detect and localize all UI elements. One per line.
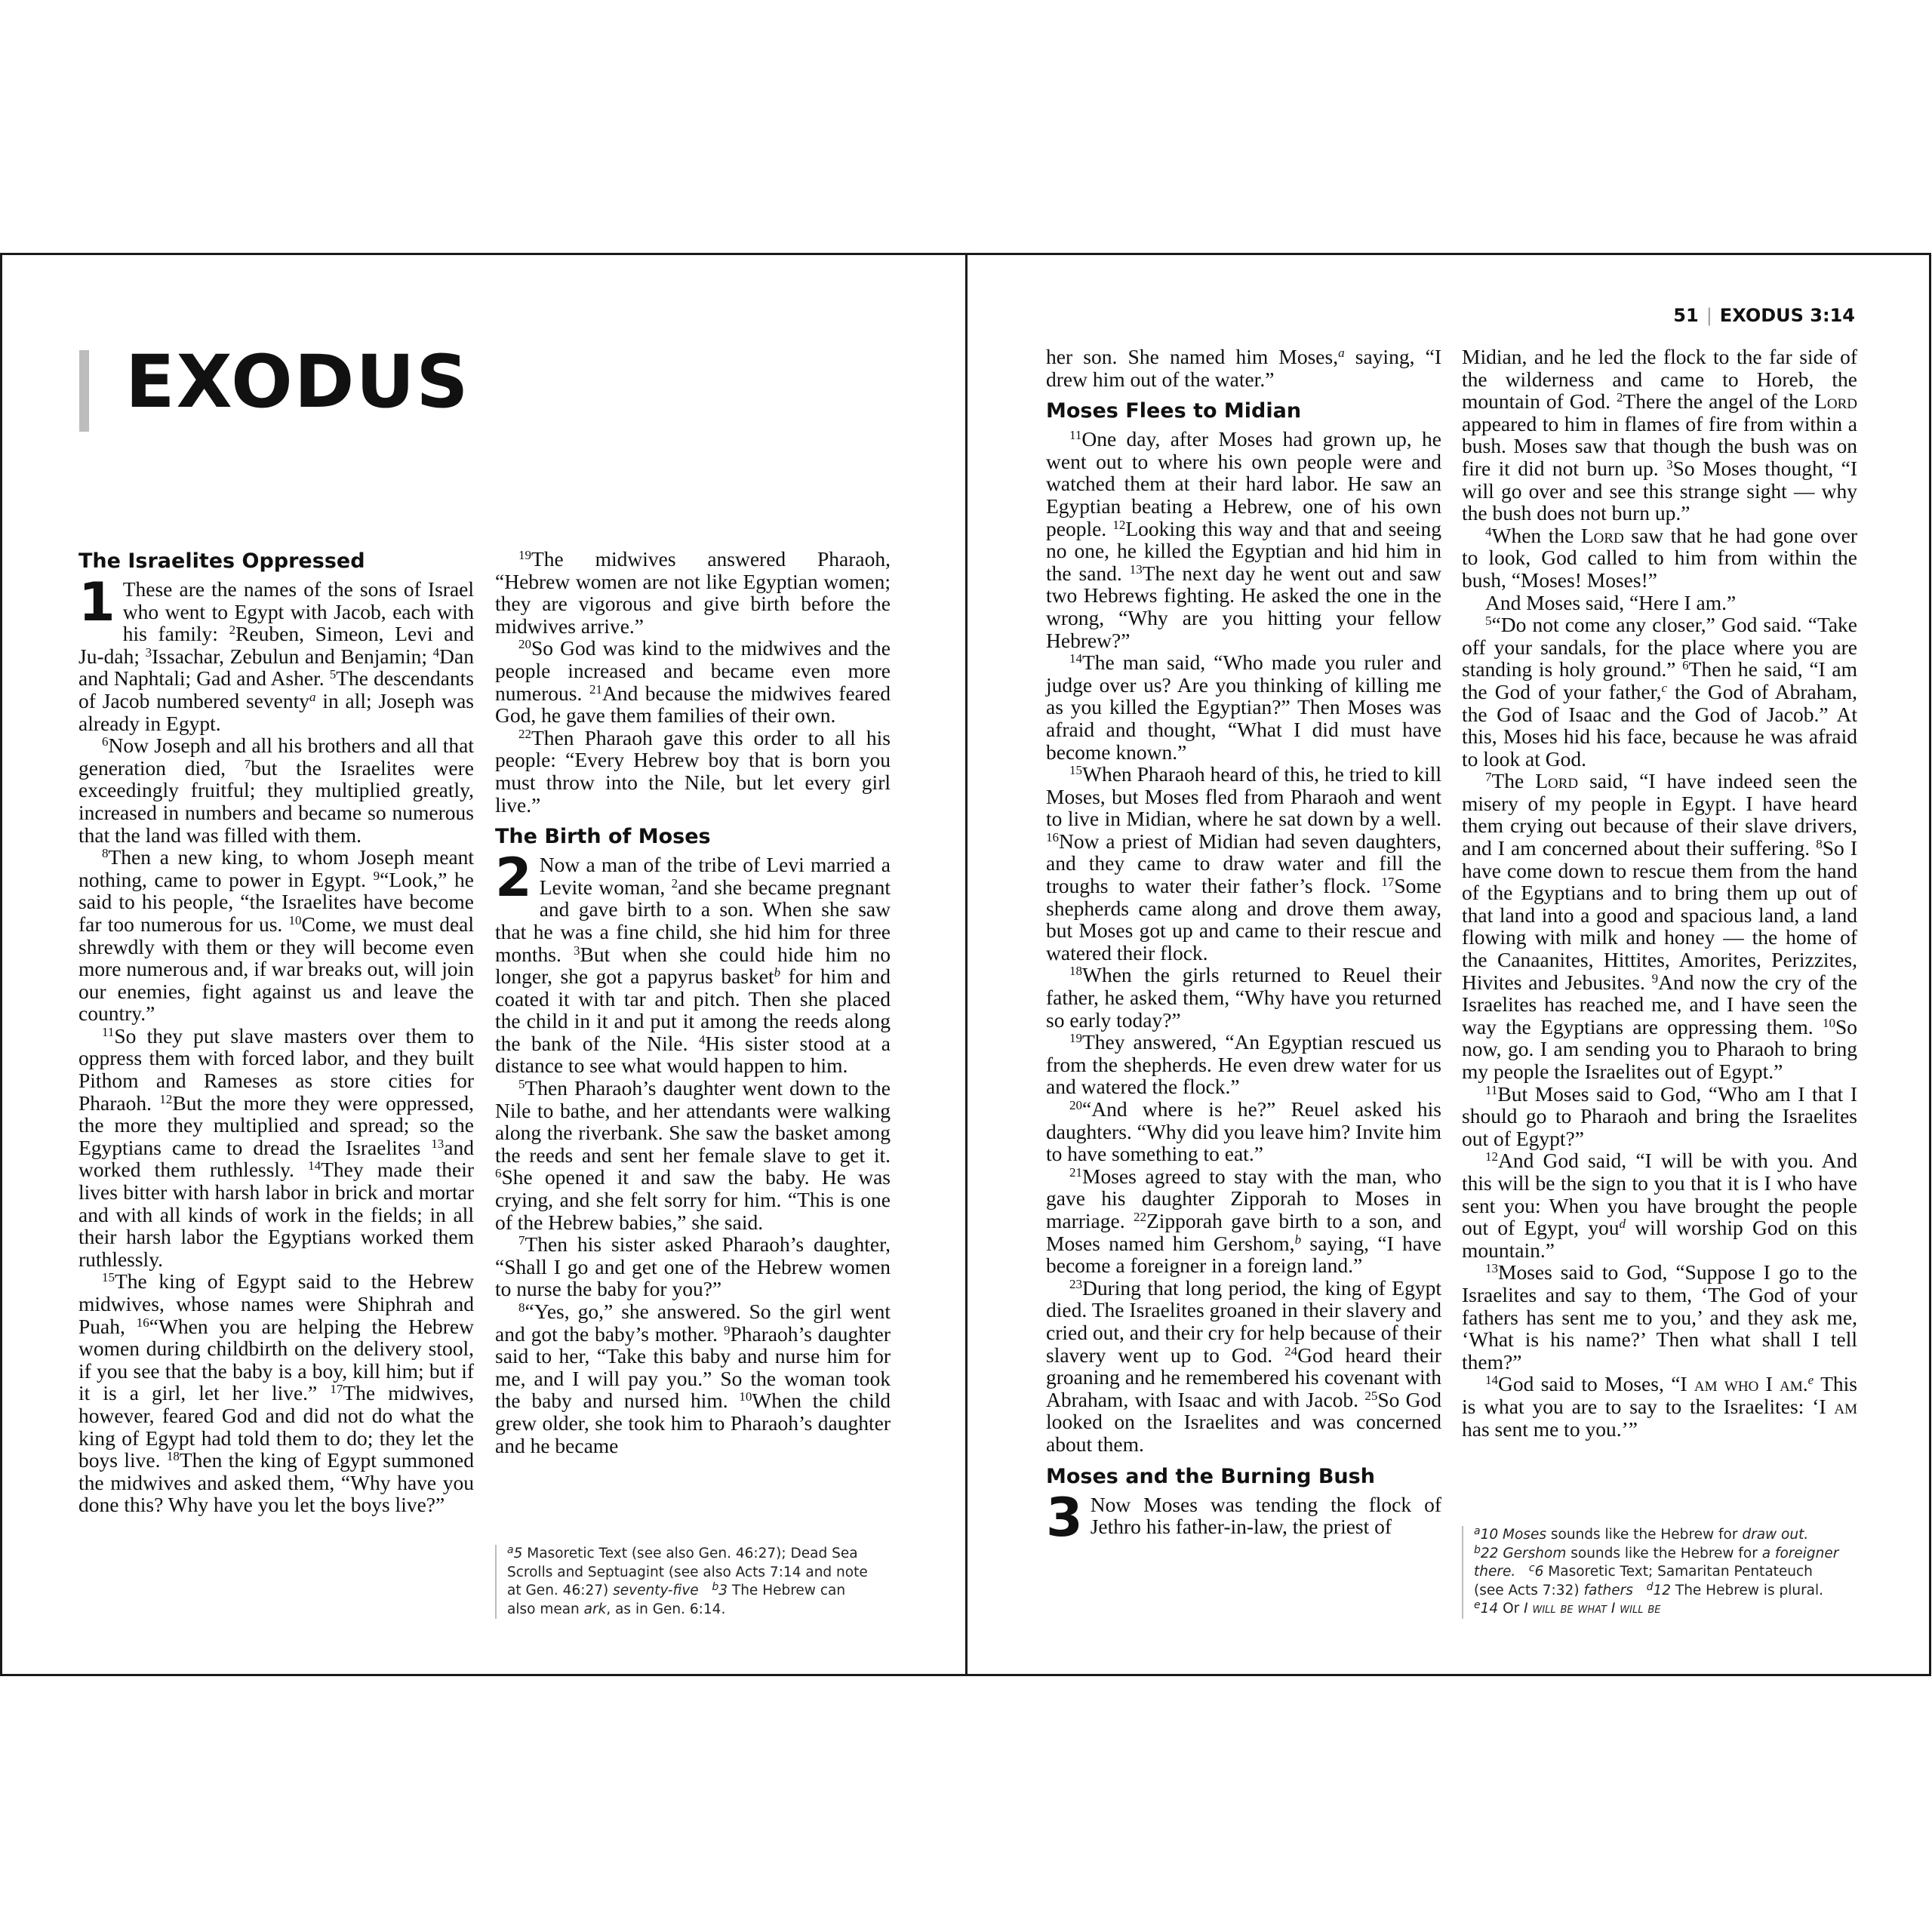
verse-number: 6 bbox=[495, 1166, 502, 1181]
paragraph: $^6$Now Joseph and all his brothers and all that generation died, $^7$but the Israelites were exceedingly fruitful; they multiplied greatly, increased in numbers and became so numerous that the land was filled with them. bbox=[78, 734, 474, 847]
page-number: 51 bbox=[1673, 305, 1699, 326]
footnote-marker: b bbox=[1294, 1232, 1302, 1247]
verse-number: 18 bbox=[166, 1449, 180, 1464]
verse-number: 12 bbox=[159, 1091, 173, 1106]
footnote-marker: a bbox=[1338, 346, 1345, 360]
divine-name: Lord bbox=[1580, 523, 1624, 547]
paragraph: $^{19}$The midwives answered Pharaoh, “Hebrew women are not like Egyptian women; they are vigorous and give birth before the midwives arrive.” bbox=[495, 547, 891, 638]
verse-number: 7 bbox=[518, 1233, 525, 1248]
verse-number: 21 bbox=[589, 681, 602, 697]
paragraph: $^{11}$One day, after Moses had grown up, he went out to where his own people were and watched them at their hard labor. He saw an Egyptian beating a Hebrew, one of his own people. $^{12}$Looking this way and that and seeing no one, he killed the Egyptian and hid him in the sand. $^{13}$The next day he went out and saw two Hebrews fighting. He asked the one in the wrong, “Why are you hitting your fellow Hebrew?” bbox=[1046, 427, 1442, 652]
verse-number: 13 bbox=[1485, 1261, 1498, 1276]
paragraph: $^8$Then a new king, to whom Joseph meant nothing, came to power in Egypt. $^9$“Look,” he said to his people, “the Israelites have become far too numerous for us. $^{10}$Come, we must deal shrewdly with them or they will become even more numerous and, if war breaks out, will join our enemies, fight against us and leave the country.” bbox=[78, 845, 475, 1026]
chapter-reference: EXODUS 3:14 bbox=[1719, 305, 1855, 326]
verse-number: 22 bbox=[1133, 1209, 1146, 1224]
verse-number: 12 bbox=[1112, 517, 1126, 532]
paragraph: $^{22}$Then Pharaoh gave this order to all his people: “Every Hebrew boy that is born you must throw into the Nile, but let every girl live.” bbox=[495, 725, 891, 817]
verse-number: 2 bbox=[1616, 390, 1623, 405]
paragraph: $^{18}$When the girls returned to Reuel their father, he asked them, “Why have you returned so early today?” bbox=[1046, 963, 1441, 1032]
paragraph: $^{14}$God said to Moses, “I am who I am.$^e$ This is what you are to say to the Israelites: ‘I am has sent me to you.’” bbox=[1462, 1372, 1857, 1441]
verse-number: 20 bbox=[518, 637, 531, 652]
section-heading: Moses and the Burning Bush bbox=[1046, 1464, 1375, 1488]
verse-number: 9 bbox=[723, 1322, 731, 1337]
left-column-1 bbox=[78, 549, 474, 1516]
verse-number: 22 bbox=[518, 726, 531, 741]
paragraph: $^7$Then his sister asked Pharaoh’s daughter, “Shall I go and get one of the Hebrew women to nurse the baby for you?” bbox=[495, 1232, 891, 1301]
paragraph: 2 Now a man of the tribe of Levi married a Levite woman, $^2$and she became pregnant and gave birth to a son. When she saw that he was a fine child, she hid him for three months. $^3$But when she could hide him no longer, she got a papyrus basket$^b$ for him and coated it with tar and pitch. Then she placed the child in it and put it among the reeds along the bank of the Nile. $^4$His sister stood at a distance to see what would happen to him. bbox=[495, 847, 891, 1078]
verse-number: 9 bbox=[373, 868, 380, 883]
verse-number: 15 bbox=[1069, 763, 1082, 778]
paragraph: $^{23}$During that long period, the king of Egypt died. The Israelites groaned in their slavery and cried out, and their cry for help because of their slavery went up to God. $^{24}$God heard their groaning and he remembered his covenant with Abraham, with Isaac and with Jacob. $^{25}$So God looked on the Israelites and was concerned about them. bbox=[1046, 1275, 1441, 1456]
verse-number: 3 bbox=[1666, 457, 1673, 472]
verse-number: 17 bbox=[330, 1382, 343, 1397]
divine-name: Lord bbox=[1814, 389, 1857, 414]
verse-number: 4 bbox=[698, 1032, 706, 1047]
chapter-number: 3 bbox=[1046, 1486, 1083, 1549]
left-page bbox=[0, 253, 968, 1676]
paragraph: her son. She named him Moses,$^a$ saying, “I drew him out of the water.” bbox=[1046, 345, 1441, 391]
verse-number: 23 bbox=[1069, 1276, 1082, 1291]
running-head: 51 | EXODUS 3:14 bbox=[1673, 305, 1855, 326]
verse-number: 13 bbox=[431, 1136, 445, 1151]
section-heading: The Birth of Moses bbox=[495, 825, 711, 849]
paragraph: And Moses said, “Here I am.” bbox=[1485, 590, 1737, 614]
verse-number: 7 bbox=[244, 756, 251, 771]
chapter-number: 2 bbox=[495, 847, 532, 909]
verse-number: 20 bbox=[1069, 1098, 1082, 1112]
paragraph: $^8$“Yes, go,” she answered. So the girl went and got the baby’s mother. $^9$Pharaoh’s daughter said to her, “Take this baby and nurse him for me, and I will pay you.” So the woman took the baby and nursed him. $^{10}$When the child grew older, she took him to Pharaoh’s daughter and he became bbox=[495, 1300, 891, 1457]
paragraph: $^{14}$The man said, “Who made you ruler and judge over us? Are you thinking of killing me as you killed the Egyptian?” Then Moses was afraid and thought, “What I did must have become known.” bbox=[1046, 651, 1441, 764]
verse-number: 21 bbox=[1069, 1164, 1082, 1180]
verse-number: 16 bbox=[136, 1315, 149, 1330]
paragraph: Midian, and he led the flock to the far side of the wilderness and came to Horeb, the mountain of God. $^2$There the angel of the Lord appeared to him in flames of fire from within a bush. Moses saw that though the bush was on fire it did not burn up. $^3$So Moses thought, “I will go over and see this strange sight — why the bush does not burn up.” bbox=[1462, 345, 1858, 525]
verse-number: 25 bbox=[1364, 1388, 1378, 1403]
book-title: EXODUS bbox=[125, 340, 470, 424]
section-heading: Moses Flees to Midian bbox=[1046, 399, 1302, 423]
chapter-number: 1 bbox=[78, 571, 115, 633]
verse-number: 8 bbox=[102, 846, 109, 861]
verse-number: 4 bbox=[432, 645, 440, 660]
section-heading: The Israelites Oppressed bbox=[78, 549, 365, 573]
paragraph: $^{12}$And God said, “I will be with you. And this will be the sign to you that it is I who have sent you: When you have brought the people out of Egypt, you$^d$ will worship God on this mountain.” bbox=[1462, 1149, 1857, 1262]
verse-number: 11 bbox=[102, 1024, 115, 1039]
right-column-2 bbox=[1462, 346, 1857, 1440]
verse-number: 3 bbox=[145, 645, 152, 660]
footnote-marker: e bbox=[1807, 1373, 1814, 1388]
paragraph: $^{20}$So God was kind to the midwives and the people increased and became even more numerous. $^{21}$And because the midwives feared God, he gave them families of their own. bbox=[495, 636, 891, 728]
paragraph: $^{20}$“And where is he?” Reuel asked his daughters. “Why did you leave him? Invite him to have something to eat.” bbox=[1046, 1097, 1441, 1166]
paragraph: $^{15}$The king of Egypt said to the Hebrew midwives, whose names were Shiphrah and Puah, $^{16}$“When you are helping the Hebrew women during childbirth on the delivery stool, if you see that the baby is a boy, kill him; but if it is a girl, let her live.” $^{17}$The midwives, however, feared God and did not do what the king of Egypt had told them to do; they let the boys live. $^{18}$Then the king of Egypt summoned the midwives and asked them, “Why have you done this? Why have you let the boys live?” bbox=[78, 1269, 475, 1517]
paragraph: $^{21}$Moses agreed to stay with the man, who gave his daughter Zipporah to Moses in marriage. $^{22}$Zipporah gave birth to a son, and Moses named him Gershom,$^b$ saying, “I have become a foreigner in a foreign land.” bbox=[1046, 1164, 1442, 1278]
verse-number: 18 bbox=[1069, 964, 1082, 979]
verse-number: 14 bbox=[308, 1158, 321, 1174]
left-column-2 bbox=[495, 548, 891, 1457]
verse-number: 8 bbox=[1816, 837, 1823, 852]
divine-name: I am who I am bbox=[1680, 1372, 1803, 1396]
verse-number: 4 bbox=[1485, 524, 1492, 539]
verse-number: 7 bbox=[1485, 770, 1492, 785]
footnote-marker: c bbox=[1661, 680, 1668, 695]
verse-number: 17 bbox=[1381, 875, 1395, 890]
footnote-marker: b bbox=[774, 965, 781, 980]
right-page bbox=[965, 253, 1931, 1676]
verse-number: 8 bbox=[518, 1300, 525, 1315]
verse-number: 2 bbox=[671, 875, 678, 891]
footnote-marker: d bbox=[1619, 1217, 1626, 1232]
divine-name: Lord bbox=[1535, 769, 1579, 793]
verse-number: 5 bbox=[1485, 614, 1492, 629]
verse-number: 16 bbox=[1046, 829, 1059, 844]
paragraph: $^4$When the Lord saw that he had gone over to look, God called to him from within the bush, “Moses! Moses!” bbox=[1462, 523, 1857, 592]
verse-number: 19 bbox=[1069, 1031, 1082, 1046]
footnote-marker: a bbox=[309, 689, 316, 704]
verse-number: 14 bbox=[1485, 1373, 1498, 1388]
paragraph: 1 These are the names of the sons of Israel who went to Egypt with Jacob, each with his family: $^2$Reuben, Simeon, Levi and Ju-dah; $^3$Issachar, Zebulun and Benjamin; $^4$Dan and Naphtali; Gad and Asher. $^5$The descendants of Jacob numbered seventy$^a$ in all; Joseph was already in Egypt. bbox=[78, 571, 475, 735]
verse-number: 24 bbox=[1284, 1343, 1298, 1358]
paragraph: $^{11}$So they put slave masters over them to oppress them with forced labor, and they built Pithom and Rameses as store cities for Pharaoh. $^{12}$But the more they were oppressed, the more they multiplied and spread; so the Egyptians came to dread the Israelites $^{13}$and worked them ruthlessly. $^{14}$They made their lives bitter with harsh labor in brick and mortar and with all kinds of work in the fields; in all their harsh labor the Egyptians worked them ruthlessly. bbox=[78, 1023, 474, 1271]
verse-number: 10 bbox=[739, 1389, 752, 1404]
paragraph: $^{11}$But Moses said to God, “Who am I that I should go to Pharaoh and bring the Israelites out of Egypt?” bbox=[1462, 1081, 1857, 1150]
paragraph: $^7$The Lord said, “I have indeed seen the misery of my people in Egypt. I have heard them crying out because of their slave drivers, and I am concerned about their suffering. $^8$So I have come down to rescue them from the hand of the Egyptians and to bring them up out of that land into a good and spacious land, a land flowing with milk and honey — the home of the Canaanites, Hittites, Amorites, Perizzites, Hivites and Jebusites. $^9$And now the cry of the Israelites has reached me, and I have seen the way the Egyptians are oppressing them. $^{10}$So now, go. I am sending you to Pharaoh to bring my people the Israelites out of Egypt.” bbox=[1462, 769, 1857, 1083]
verse-number: 5 bbox=[329, 667, 337, 682]
paragraph: $^5$Then Pharaoh’s daughter went down to the Nile to bathe, and her attendants were walking along the riverbank. She saw the basket among the reeds and sent her female slave to get it. $^6$She opened it and saw the baby. He was crying, and she felt sorry for him. “This is one of the Hebrew babies,” she said. bbox=[495, 1076, 891, 1234]
verse-number: 15 bbox=[102, 1270, 115, 1285]
verse-number: 11 bbox=[1485, 1082, 1498, 1097]
divine-name: I am bbox=[1819, 1394, 1857, 1418]
verse-number: 5 bbox=[518, 1077, 525, 1092]
verse-number: 10 bbox=[288, 912, 302, 928]
verse-number: 2 bbox=[229, 623, 236, 638]
paragraph: $^{19}$They answered, “An Egyptian rescued us from the shepherds. He even drew water for us and watered the flock.” bbox=[1046, 1030, 1441, 1099]
footnotes: $^a$10 Moses sounds like the Hebrew for draw out. $^b$22 Gershom sounds like the Hebrew for a foreigner there. $^c$6 Masoretic Text; Samaritan Pentateuch (see Acts 7:32) fathers $^d$12 The Hebrew is plural. $^e$14 Or I will be what I will be bbox=[1462, 1526, 1842, 1619]
paragraph: $^5$“Do not come any closer,” God said. “Take off your sandals, for the place where you are standing is holy ground.” $^6$Then he said, “I am the God of your father,$^c$ the God of Abraham, the God of Isaac and the God of Jacob.” At this, Moses hid his face, because he was afraid to look at God. bbox=[1462, 613, 1857, 771]
right-column-1 bbox=[1046, 345, 1442, 1549]
verse-number: 19 bbox=[518, 548, 531, 562]
verse-number: 13 bbox=[1129, 561, 1143, 577]
verse-number: 6 bbox=[102, 734, 109, 749]
paragraph: 3 Now Moses was tending the flock of Jethro his father-in-law, the priest of bbox=[1046, 1486, 1441, 1549]
paragraph: $^{15}$When Pharaoh heard of this, he tried to kill Moses, but Moses fled from Pharaoh and went to live in Midian, where he sat down by a well. $^{16}$Now a priest of Midian had seven daughters, and they came to draw water and fill the troughs to water their father’s flock. $^{17}$Some shepherds came along and drove them away, but Moses got up and came to their rescue and watered their flock. bbox=[1046, 762, 1441, 964]
verse-number: 12 bbox=[1485, 1149, 1498, 1164]
title-accent-bar bbox=[79, 350, 89, 432]
verse-number: 9 bbox=[1651, 971, 1659, 986]
verse-number: 14 bbox=[1069, 651, 1082, 666]
bible-spread bbox=[0, 253, 1932, 1681]
verse-number: 3 bbox=[574, 943, 580, 958]
verse-number: 10 bbox=[1822, 1015, 1835, 1030]
footnotes: $^a$5 Masoretic Text (see also Gen. 46:27); Dead Sea Scrolls and Septuagint (see also Acts 7:14 and note at Gen. 46:27) seventy-five $^b$3 The Hebrew can also mean ark, as in Gen. 6:14. bbox=[495, 1545, 875, 1619]
verse-number: 11 bbox=[1069, 428, 1082, 443]
verse-number: 6 bbox=[1682, 658, 1689, 673]
paragraph: $^{13}$Moses said to God, “Suppose I go to the Israelites and say to them, ‘The God of your fathers has sent me to you,’ and they ask me, ‘What is his name?’ Then what shall I tell them?” bbox=[1462, 1260, 1857, 1374]
